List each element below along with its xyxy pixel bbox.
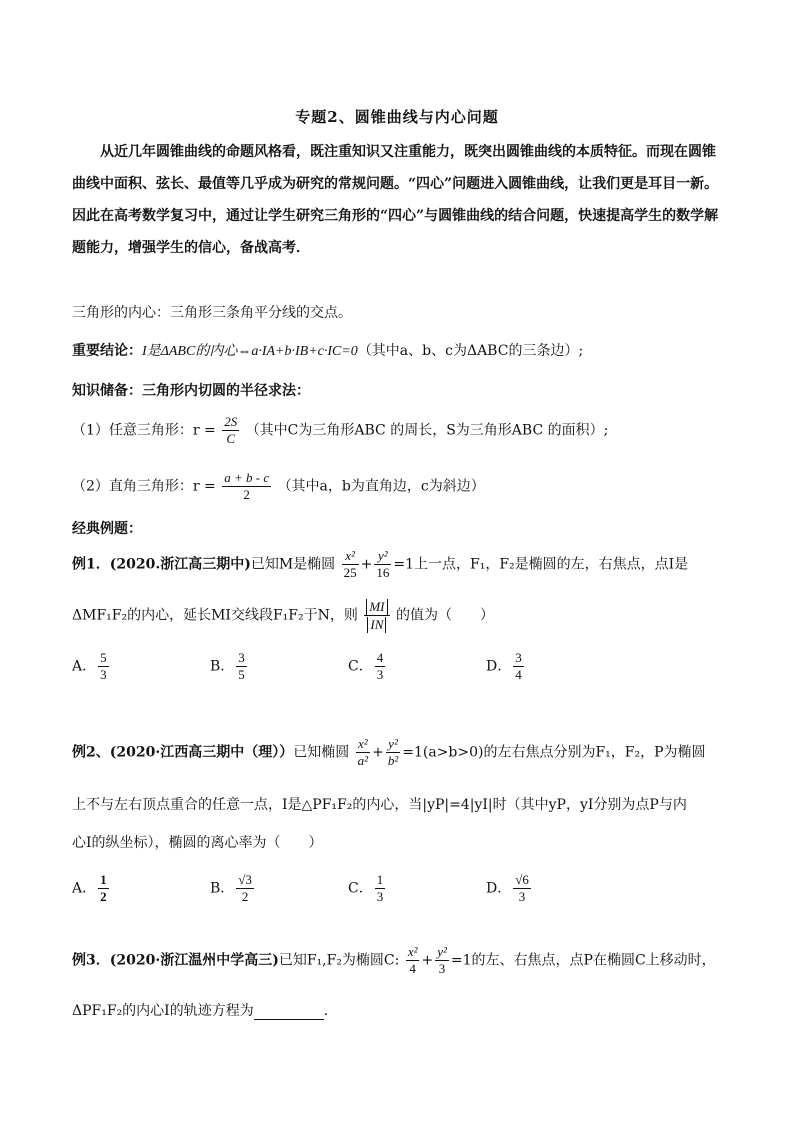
formula1-prefix: （1）任意三角形：r = (72, 422, 216, 439)
example3-ellipse-x-term: $\frac{\text{x²}}{4}$ (407, 944, 418, 976)
example3-label: 例3．(2020·浙江温州中学高三) (72, 952, 279, 969)
formula2-fraction (222, 470, 271, 503)
important-conclusion (72, 340, 732, 360)
example3-ellipse-y-term: $\frac{\text{y²}}{3}$ (437, 944, 447, 976)
example1-line2 (72, 598, 732, 633)
example1-option-b[interactable]: B． $\frac{3}{5}$ (210, 650, 245, 682)
example2-ellipse-y-term: $\frac{\text{y²}}{\text{b²}}$ (387, 736, 399, 768)
example1-option-a[interactable]: A． $\frac{5}{3}$ (72, 650, 107, 682)
example2-option-a[interactable]: A． $\frac{1}{2}$ (72, 872, 107, 904)
example3-text2: ΔPF₁F₂的内心I的轨迹方程为 (72, 1003, 254, 1019)
example2-line2: 上不与左右顶点重合的任意一点，I是△PF₁F₂的内心，当|yP|=4|yI|时（其中yP，yI分别为点P与内 (72, 797, 687, 813)
example1-option-c[interactable]: C． $\frac{4}{3}$ (348, 650, 384, 682)
example1-label: 例1．(2020.浙江高三期中) (72, 556, 251, 573)
formula1-numerator: 2S (224, 414, 238, 429)
conclusion-note: （其中a、b、c为ΔABC的三条边）; (357, 343, 584, 359)
page-title: 专题2、圆锥曲线与内心问题 (295, 108, 499, 126)
intro-paragraph: 从近几年圆锥曲线的命题风格看，既注重知识又注重能力，既突出圆锥曲线的本质特征。而现在圆锥曲线中面积、弦长、最值等几乎成为研究的常规问题。“四心”问题进入圆锥曲线，让我们更是耳目一新。因此在高考数学复习中，通过让学生研究三角形的“四心”与圆锥曲线的结合问题，快速提高学生的数学解题能力，增强学生的信心，备战高考． (72, 144, 719, 256)
example2-line3: 心I的纵坐标），椭圆的离心率为（ ） (72, 835, 323, 851)
example1-ellipse-y-term: $\frac{\text{y²}}{16}$ (376, 548, 390, 580)
example2-line1: 例2、(2020·江西高三期中（理））已知椭圆 $\frac{\text{x²}}{\text{a²}}$ + $\frac{\text{y²}}{\text{b²}}$ =1(a>b>0)的左右焦点分别为F₁，F₂，P为椭圆 (72, 736, 706, 768)
formula1-fraction (222, 414, 239, 447)
formula2-numerator: a + b - c (224, 470, 270, 485)
example1-text2a: ΔMF₁F₂的内心，延长MI交线段F₁F₂于N，则 (72, 607, 358, 624)
example1-ellipse-x-term: $\frac{\text{x²}}{25}$ (343, 548, 357, 580)
example1-option-d[interactable]: D． $\frac{3}{4}$ (486, 650, 522, 682)
formula1-note: （其中C为三角形ABC 的周长，S为三角形ABC 的面积）; (245, 422, 609, 439)
example1-text1a: 已知M是椭圆 (250, 556, 336, 573)
example2-option-c[interactable]: C． $\frac{1}{3}$ (348, 872, 384, 904)
example2-ellipse-x-term: $\frac{\text{x²}}{\text{a²}}$ (357, 736, 369, 768)
example1-ratio: $\frac{MI}{IN}$ (364, 598, 389, 633)
example3-text1a: 已知F₁,F₂为椭圆C: (278, 952, 400, 969)
formula-any-triangle (72, 414, 732, 447)
conclusion-formula: I是ΔABC的内心⇔a·IA+b·IB+c·IC=0 (142, 344, 358, 359)
example3-answer-blank[interactable] (254, 1007, 324, 1020)
example2-text1a: 已知椭圆 (293, 744, 350, 761)
example3-text1b: =1的左、右焦点，点P在椭圆C上移动时， (450, 952, 716, 969)
example1-text2b: 的值为（ ） (395, 607, 494, 624)
example1-line1: 例1．(2020.浙江高三期中)已知M是椭圆 $\frac{\text{x²}}{25}$ + $\frac{\text{y²}}{16}$ =1上一点，F₁，F₂是椭圆的左，右焦点，点I是 (72, 548, 689, 580)
examples-heading: 经典例题： (72, 521, 142, 537)
formula2-note: （其中a，b为直角边，c为斜边） (277, 478, 485, 495)
formula-right-triangle (72, 470, 732, 503)
example2-text1b: =1(a>b>0)的左右焦点分别为F₁，F₂，P为椭圆 (402, 744, 706, 761)
conclusion-label: 重要结论： (72, 343, 142, 359)
example3-text2end: ． (323, 1003, 338, 1019)
example3-line2 (72, 1000, 732, 1020)
formula1-denominator: C (226, 431, 236, 446)
knowledge-heading: 知识储备：三角形内切圆的半径求法： (72, 383, 310, 399)
formula2-prefix: （2）直角三角形：r = (72, 478, 216, 495)
formula2-denominator: 2 (243, 487, 250, 502)
example3-line1: 例3．(2020·浙江温州中学高三)已知F₁,F₂为椭圆C: $\frac{\text{x²}}{4}$ + $\frac{\text{y²}}{3}$ =1的左、右焦点，点P在椭圆C上移动时， (72, 944, 716, 976)
example2-option-b[interactable]: B． $\frac{√3}{2}$ (210, 872, 252, 904)
example1-text1b: 上一点，F₁，F₂是椭圆的左，右焦点，点I是 (414, 556, 689, 573)
example2-label: 例2、(2020·江西高三期中（理）） (72, 744, 294, 761)
example2-option-d[interactable]: D． $\frac{√6}{3}$ (486, 872, 529, 904)
incenter-definition: 三角形的内心：三角形三条角平分线的交点。 (72, 305, 352, 321)
